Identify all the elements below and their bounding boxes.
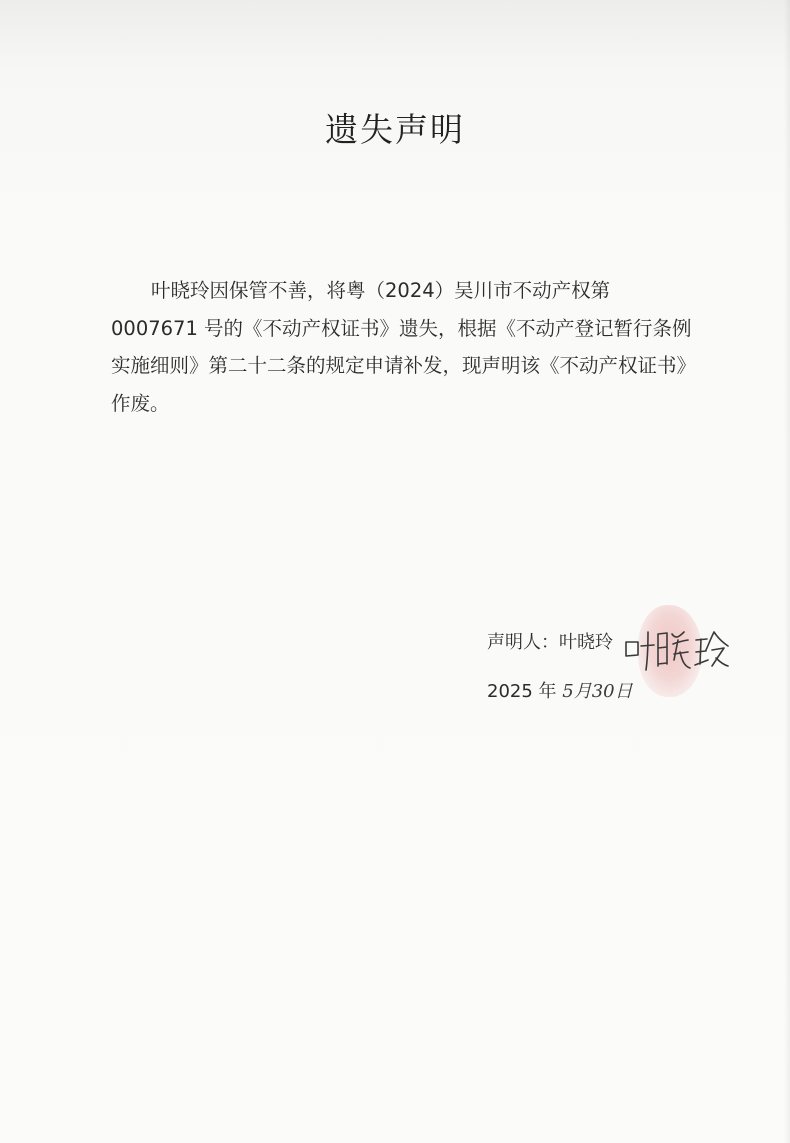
- body-line: 实施细则》第二十二条的规定申请补发，现声明该《不动产权证书》: [111, 354, 697, 377]
- body-line: 叶晓玲因保管不善，将粤（2024）吴川市不动产权第: [151, 279, 611, 302]
- body-line: 作废。: [111, 391, 170, 415]
- declaration-date: [487, 677, 633, 703]
- date-month-day-handwritten: 5月30日: [562, 681, 633, 702]
- paper-edge-shadow: [784, 0, 790, 1143]
- declarer-label: 声明人：: [487, 632, 559, 653]
- date-year: 2025 年: [487, 681, 557, 702]
- body-line: 0007671 号的《不动产权证书》遗失，根据《不动产登记暂行条例: [111, 316, 692, 340]
- declarer-line: [487, 628, 613, 654]
- document-title: 遗失声明: [325, 110, 465, 149]
- declaration-body: [111, 272, 697, 422]
- declarer-name: 叶晓玲: [559, 632, 613, 653]
